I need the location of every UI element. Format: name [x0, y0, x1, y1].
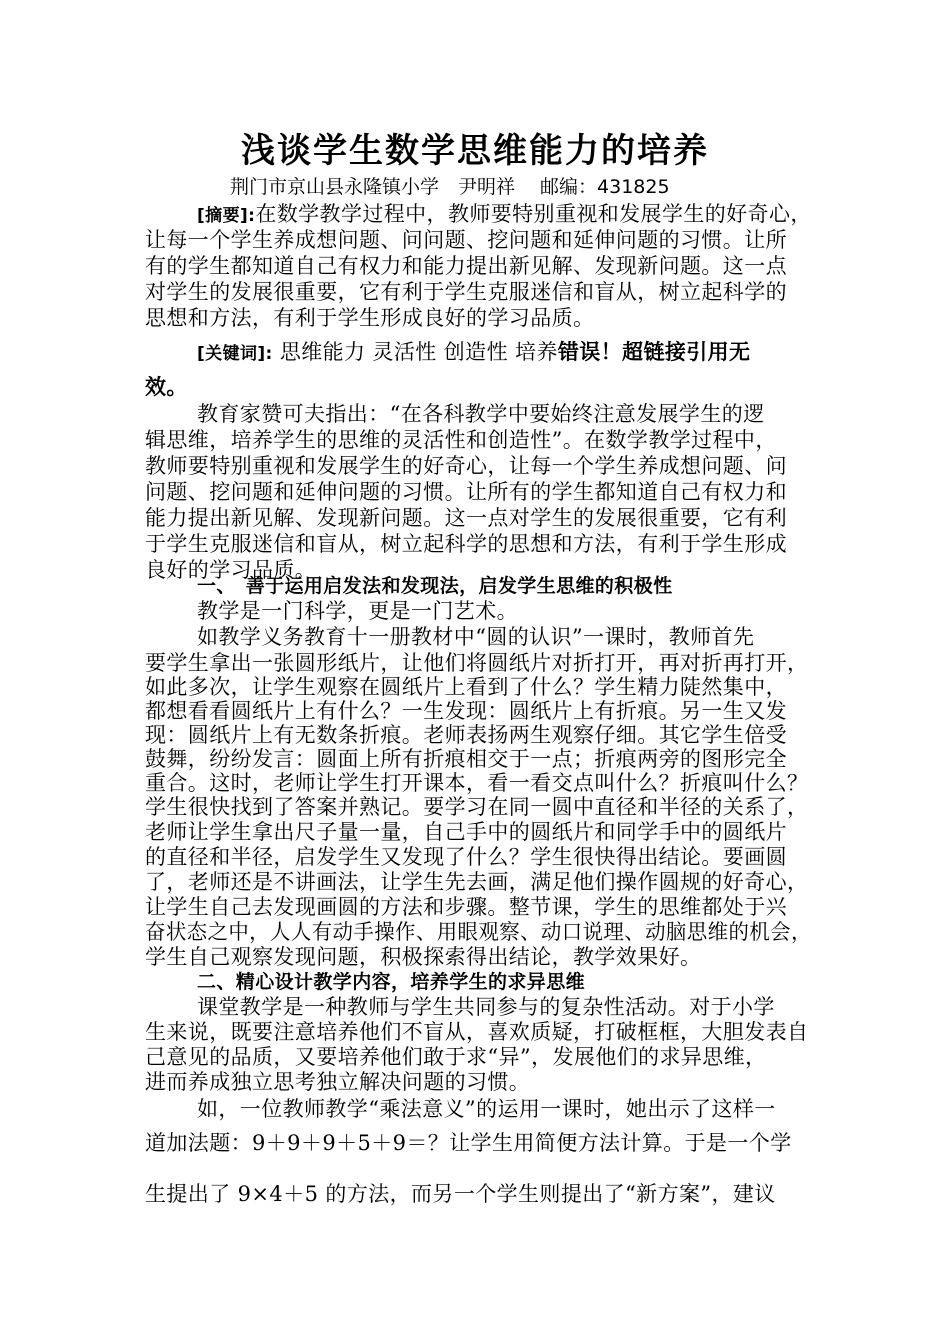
paragraph-line: 重合。这时，老师让学生打开课本，看一看交点叫什么？折痕叫什么？	[145, 771, 809, 795]
paragraph-line: 于学生克服迷信和盲从，树立起科学的思想和方法，有利于学生形成	[145, 532, 787, 556]
paragraph-line: 己意见的品质，又要培养他们敢于求“异”，发展他们的求异思维，	[145, 1045, 767, 1069]
keywords-text: 思维能力 灵活性 创造性 培养	[272, 340, 558, 364]
keywords-line	[197, 339, 750, 367]
paragraph-line: 让学生自己去发现画圆的方法和步骤。整节课，学生的思维都处于兴	[145, 895, 787, 919]
keywords-label: [关键词]:	[197, 344, 273, 364]
paragraph-line: 进而养成独立思考独立解决问题的习惯。	[145, 1070, 531, 1094]
paragraph-line: 教师要特别重视和发展学生的好奇心，让每一个学生养成想问题、问	[145, 454, 787, 478]
abstract-text: 在数学教学过程中，教师要特别重视和发展学生的好奇心，	[255, 202, 812, 226]
abstract-line: 让每一个学生养成想问题、问问题、挖问题和延伸问题的习惯。让所	[145, 228, 787, 252]
paragraph-line: 生来说，既要注意培养他们不盲从，喜欢质疑，打破框框，大胆发表自	[145, 1020, 809, 1044]
paragraph-line: 学生自己观察发现问题，积极探索得出结论，教学效果好。	[145, 945, 702, 969]
document-title: 浅谈学生数学思维能力的培养	[241, 131, 709, 171]
paragraph-line: 良好的学习品质。	[145, 558, 317, 582]
paragraph-line: 教学是一门科学，更是一门艺术。	[197, 599, 518, 623]
abstract-label: [摘要]:	[197, 206, 256, 226]
section-heading-2: 二、精心设计教学内容，培养学生的求异思维	[197, 971, 586, 993]
hyperlink-error-continued: 效。	[145, 375, 188, 399]
abstract-line: 思想和方法，有利于学生形成良好的学习品质。	[145, 306, 595, 330]
abstract-line	[197, 201, 812, 229]
paragraph-line: 鼓舞，纷纷发言：圆面上所有折痕相交于一点；折痕两旁的图形完全	[145, 747, 787, 771]
paragraph-line: 如教学义务教育十一册教材中“圆的认识”一课时，教师首先	[197, 625, 755, 649]
paragraph-line: 的直径和半径，启发学生又发现了什么？学生很快得出结论。要画圆	[145, 845, 787, 869]
paragraph-line: 如此多次，让学生观察在圆纸片上看到了什么？学生精力陡然集中，	[145, 675, 787, 699]
section-heading-1: 一、 善于运用启发法和发现法，启发学生思维的积极性	[197, 575, 673, 597]
paragraph-line: 如，一位教师教学“乘法意义”的运用一课时，她出示了这样一	[197, 1097, 776, 1121]
author-line: 荆门市京山县永隆镇小学 尹明祥 邮编：431825	[230, 176, 670, 198]
paragraph-line: 奋状态之中，人人有动手操作、用眼观察、动口说理、动脑思维的机会，	[145, 920, 812, 944]
paragraph-line: 辑思维，培养学生的思维的灵活性和创造性”。在数学教学过程中，	[145, 428, 777, 452]
paragraph-line: 学生很快找到了答案并熟记。要学习在同一圆中直径和半径的关系了，	[145, 795, 809, 819]
paragraph-line: 能力提出新见解、发现新问题。这一点对学生的发展很重要，它有利	[145, 506, 787, 530]
hyperlink-error: 错误！超链接引用无	[557, 340, 751, 364]
paragraph-line: 教育家赞可夫指出：“在各科教学中要始终注意发展学生的逻	[197, 402, 765, 426]
paragraph-line: 问题、挖问题和延伸问题的习惯。让所有的学生都知道自己有权力和	[145, 480, 787, 504]
paragraph-line: 课堂教学是一种教师与学生共同参与的复杂性活动。对于小学	[197, 995, 775, 1019]
paragraph-line: 了，老师还是不讲画法，让学生先去画，满足他们操作圆规的好奇心，	[145, 870, 809, 894]
paragraph-line: 要学生拿出一张圆形纸片，让他们将圆纸片对折打开，再对折再打开，	[145, 651, 809, 675]
abstract-line: 有的学生都知道自己有权力和能力提出新见解、发现新问题。这一点	[145, 254, 787, 278]
paragraph-line: 现：圆纸片上有无数条折痕。老师表扬两生观察仔细。其它学生倍受	[145, 723, 787, 747]
paragraph-line: 老师让学生拿出尺子量一量，自己手中的圆纸片和同学手中的圆纸片	[145, 820, 787, 844]
paragraph-line: 生提出了 9×4＋5 的方法，而另一个学生则提出了“新方案”，建议	[145, 1182, 776, 1206]
paragraph-line: 道加法题：9＋9＋9＋5＋9＝？让学生用简便方法计算。于是一个学	[145, 1131, 792, 1155]
abstract-line: 对学生的发展很重要，它有利于学生克服迷信和盲从，树立起科学的	[145, 280, 787, 304]
paragraph-line: 都想看看圆纸片上有什么？一生发现：圆纸片上有折痕。另一生又发	[145, 699, 787, 723]
